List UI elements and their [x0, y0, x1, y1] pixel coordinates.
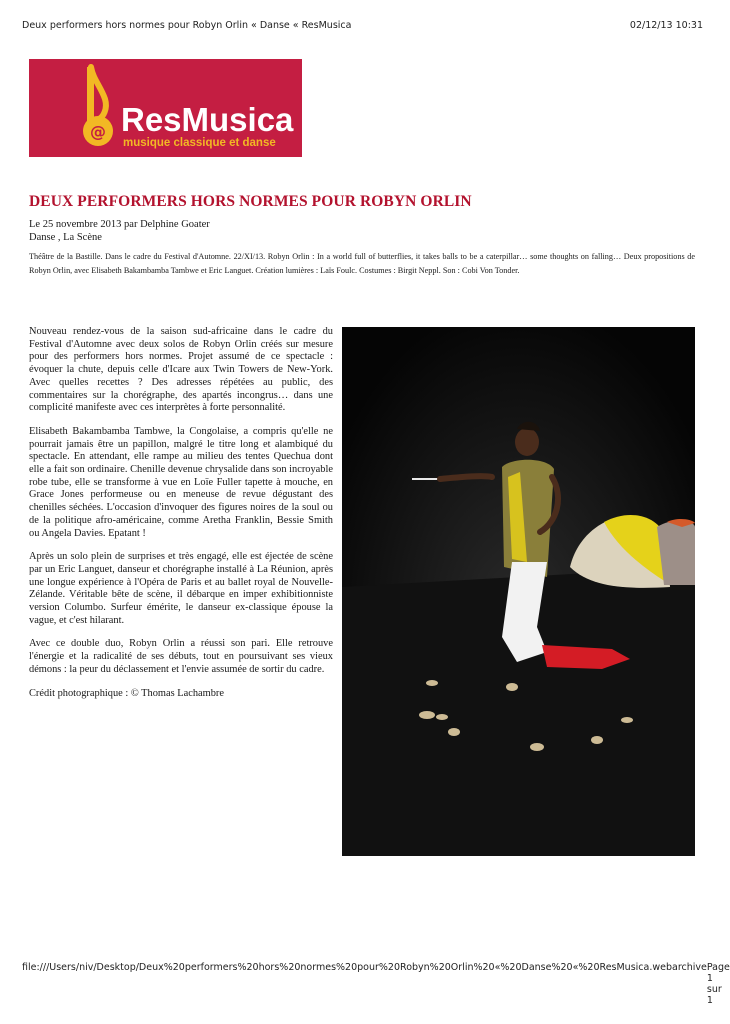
print-header: [22, 20, 703, 31]
print-page-number: Page 1 sur 1: [706, 962, 730, 1006]
at-sign-icon: @: [90, 122, 106, 141]
print-footer: [22, 962, 730, 1006]
performance-photo: [342, 327, 695, 856]
print-file-path: file:///Users/niv/Desktop/Deux%20performers%20hors%20normes%20pour%20Robyn%20Orlin%20«%20Danse%20«%20ResMusica.webarchive: [22, 962, 707, 973]
article-meta: [29, 218, 210, 244]
performer-head: [515, 428, 539, 456]
article-title: DEUX PERFORMERS HORS NORMES POUR ROBYN ORLIN: [29, 193, 472, 210]
article-paragraph: Après un solo plein de surprises et très engagé, elle est éjectée de scène par un Eric Languet, danseur et chorégraphe installé à La Réunion, après une longue expérience à l'Opéra de Paris et au ballet royal de Nouvelle-Zélande. Véritable bête de scène, il débarque en imper exhibitionniste version Columbo. Surfeur émérite, le danseur ex-classique épouse la vague, et c'est hilarant.: [29, 551, 333, 626]
article-byline: Le 25 novembre 2013 par Delphine Goater: [29, 219, 210, 230]
article-body: [29, 326, 333, 711]
article-categories: Danse , La Scène: [29, 232, 102, 243]
print-datetime: 02/12/13 10:31: [629, 20, 703, 31]
article-paragraph: Elisabeth Bakambamba Tambwe, la Congolaise, a compris qu'elle ne pourrait jamais être un papillon, malgré le titre long et alambiqué du spectacle. En attendant, elle rampe au milieu des tentes Quechua dont elle a fait son ordinaire. Chenille devenue chrysalide dans son incroyable robe tube, elle se transforme à vue en Loïe Fuller tapette à mouche, en Grace Jones performeuse ou en meneuse de revue dégustant des chenilles séchées. L'occasion d'invoquer des figures noires de la soul ou de la politique afro-américaine, comme Aretha Franklin, Bessie Smith ou Angela Davies. Epatant !: [29, 425, 333, 539]
resmusica-logo[interactable]: [29, 59, 302, 157]
article-paragraph: Avec ce double duo, Robyn Orlin a réussi son pari. Elle retrouve l'énergie et la radicalité de ses débuts, tout en poursuivant ses vieux démons : la peur du déclassement et l'envie assumée de sortir du cadre.: [29, 638, 333, 675]
photo-credit: Crédit photographique : © Thomas Lachambre: [29, 687, 224, 699]
article-paragraph: Nouveau rendez-vous de la saison sud-africaine dans le cadre du Festival d'Automne avec deux solos de Robyn Orlin créés sur mesure pour des performers hors normes. Projet assumé de ce spectacle : évoquer la chute, depuis celle d'Icare aux Twin Towers de New-York. Avec quelles recettes ? Des adresses répétées au public, des commentaires sur la chorégraphe, des apartés incongrus… dans une complicité manifeste avec ces interprètes à forte personnalité.: [29, 326, 333, 414]
logo-brand: ResMusica: [121, 101, 294, 138]
article-lead: Théâtre de la Bastille. Dans le cadre du Festival d'Automne. 22/XI/13. Robyn Orlin : In a world full of butterflies, it takes balls to be a caterpillar… some thoughts on falling… Deux propositions de Robyn Orlin, avec Elisabeth Bakambamba Tambwe et Eric Languet. Création lumières : Laïs Foulc. Costumes : Birgit Neppl. Son : Cobi Von Tonder.: [29, 252, 695, 275]
print-page-title: Deux performers hors normes pour Robyn Orlin « Danse « ResMusica: [22, 20, 352, 31]
logo-tagline: musique classique et danse: [123, 137, 276, 149]
logo-graphic: [29, 59, 302, 157]
